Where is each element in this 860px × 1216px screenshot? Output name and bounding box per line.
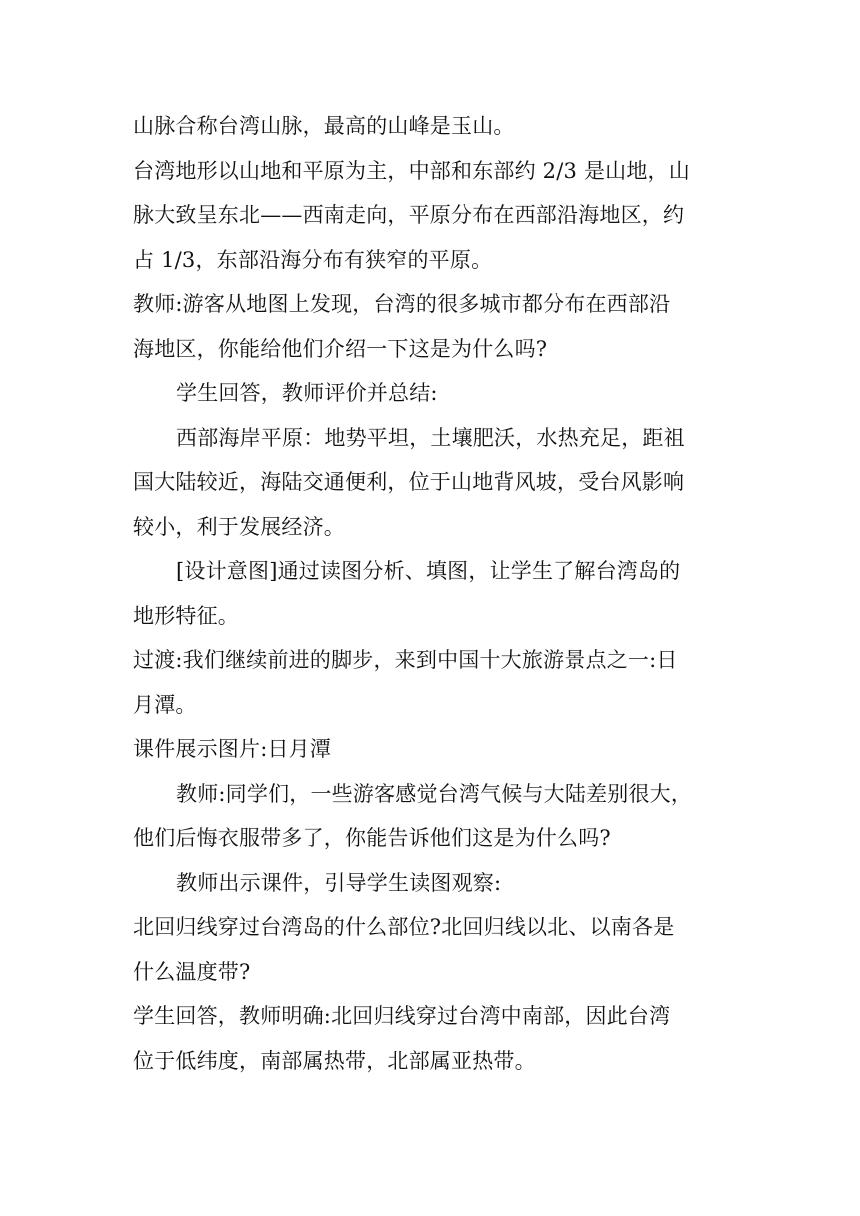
text-line: 西部海岸平原：地势平坦，土壤肥沃，水热充足，距祖 [176,425,685,450]
text-line: 海地区，你能给他们介绍一下这是为什么吗? [133,336,548,361]
text-line: 课件展示图片:日月潭 [133,737,332,761]
text-line: 教师:同学们，一些游客感觉台湾气候与大陆差别很大， [176,781,693,806]
text-line: 教师:游客从地图上发现，台湾的很多城市都分布在西部沿 [133,292,671,316]
text-line: 山脉合称台湾山脉，最高的山峰是玉山。 [133,114,515,138]
text-line: 占 1/3，东部沿海分布有狭窄的平原。 [133,247,493,272]
text-line: [设计意图]通过读图分析、填图，让学生了解台湾岛的 [176,559,681,583]
text-line: 北回归线穿过台湾岛的什么部位?北回归线以北、以南各是 [133,915,675,939]
text-line: 他们后悔衣服带多了，你能告诉他们这是为什么吗? [133,826,611,850]
text-line: 地形特征。 [133,603,239,628]
text-line: 过渡:我们继续前进的脚步，来到中国十大旅游景点之一:日 [133,648,678,672]
text-line: 台湾地形以山地和平原为主，中部和东部约 2/3 是山地，山 [133,158,690,183]
text-line: 国大陆较近，海陆交通便利，位于山地背风坡，受台风影响 [133,470,685,494]
text-line: 较小，利于发展经济。 [133,514,345,539]
text-line: 位于低纬度，南部属热带，北部属亚热带。 [133,1048,536,1073]
text-line: 学生回答，教师明确:北回归线穿过台湾中南部，因此台湾 [133,1004,671,1028]
document-body [133,104,733,1083]
text-line: 月潭。 [133,692,197,717]
text-line: 学生回答，教师评价并总结: [176,381,438,405]
text-line: 脉大致呈东北——西南走向，平原分布在西部沿海地区，约 [133,203,685,227]
text-line: 教师出示课件，引导学生读图观察: [176,870,502,895]
text-line: 什么温度带? [133,959,251,984]
